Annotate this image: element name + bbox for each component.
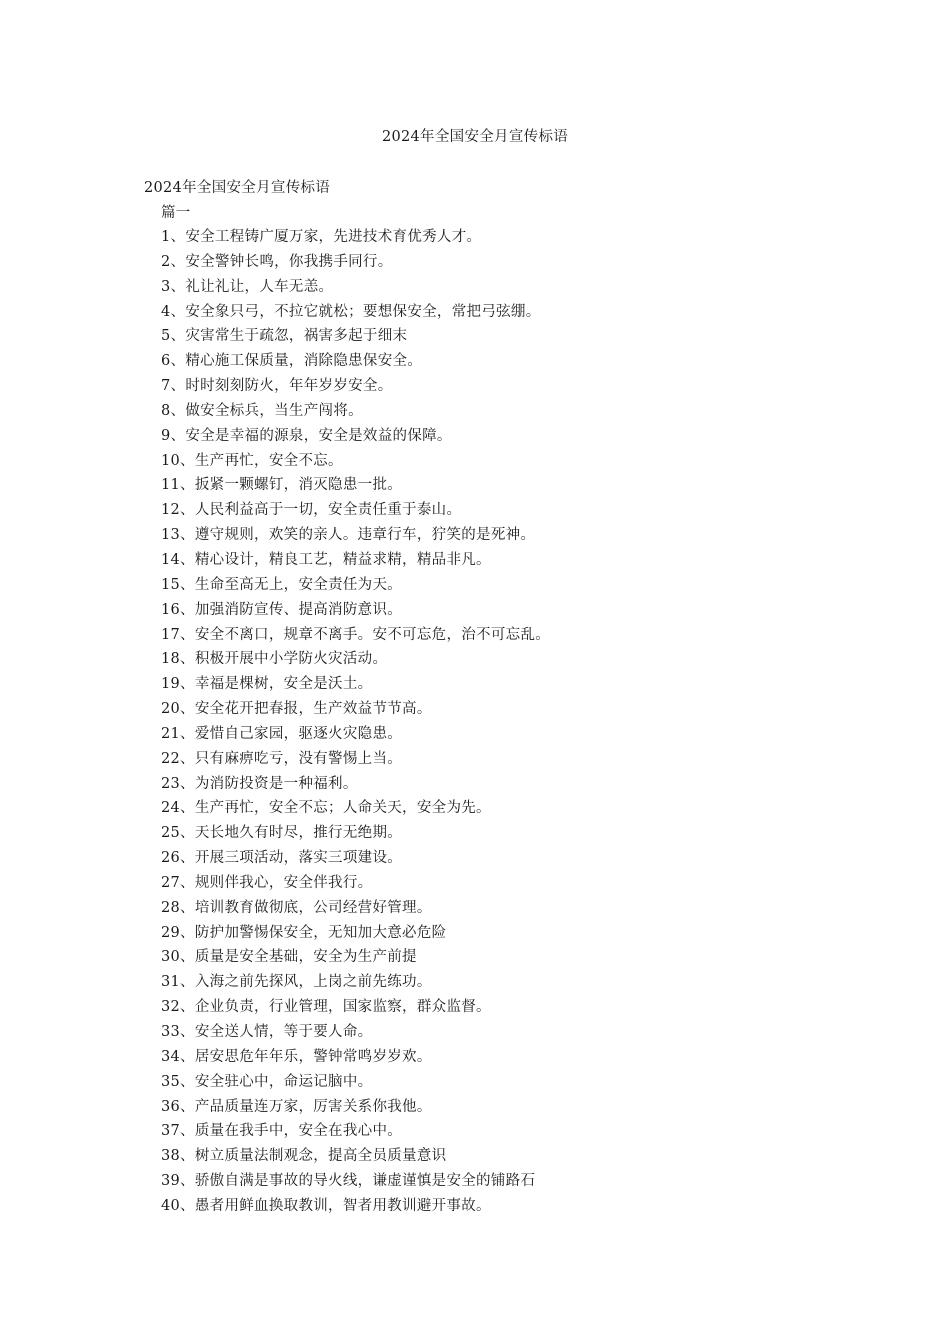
slogan-item: 17、安全不离口，规章不离手。安不可忘危，治不可忘乱。 bbox=[161, 626, 551, 643]
slogan-list bbox=[161, 227, 550, 1221]
slogan-item: 1、安全工程铸广厦万家，先进技术育优秀人才。 bbox=[161, 229, 482, 245]
slogan-item: 15、生命至高无上，安全责任为天。 bbox=[161, 576, 403, 593]
slogan-item: 21、爱惜自己家园，驱逐火灾隐患。 bbox=[161, 725, 403, 742]
slogan-item: 32、企业负责，行业管理，国家监察，群众监督。 bbox=[161, 999, 491, 1016]
slogan-item: 7、时时刻刻防火，年年岁岁安全。 bbox=[161, 378, 393, 395]
slogan-item: 14、精心设计，精良工艺，精益求精，精品非凡。 bbox=[161, 551, 491, 568]
slogan-item: 12、人民利益高于一切，安全责任重于泰山。 bbox=[161, 502, 462, 519]
slogan-item: 25、天长地久有时尽，推行无绝期。 bbox=[161, 825, 403, 842]
slogan-item: 5、灾害常生于疏忽，祸害多起于细末 bbox=[161, 328, 408, 345]
slogan-item: 6、精心施工保质量，消除隐患保安全。 bbox=[161, 353, 423, 370]
slogan-item: 39、骄傲自满是事故的导火线，谦虚谨慎是安全的铺路石 bbox=[161, 1173, 536, 1190]
slogan-item: 26、开展三项活动，落实三项建设。 bbox=[161, 850, 403, 867]
slogan-item: 3、礼让礼让，人车无恙。 bbox=[161, 278, 334, 295]
slogan-item: 37、质量在我手中，安全在我心中。 bbox=[161, 1123, 403, 1140]
slogan-item: 36、产品质量连万家，厉害关系你我他。 bbox=[161, 1098, 432, 1115]
slogan-item: 10、生产再忙，安全不忘。 bbox=[161, 452, 343, 469]
slogan-item: 13、遵守规则，欢笑的亲人。违章行车，狞笑的是死神。 bbox=[161, 527, 536, 544]
slogan-item: 4、安全象只弓，不拉它就松；要想保安全，常把弓弦绷。 bbox=[161, 303, 541, 320]
slogan-item: 38、树立质量法制观念，提高全员质量意识 bbox=[161, 1148, 447, 1165]
section-label: 篇一 bbox=[161, 205, 191, 221]
slogan-item: 40、愚者用鲜血换取教训，智者用教训避开事故。 bbox=[161, 1197, 491, 1214]
slogan-item: 20、安全花开把春报，生产效益节节高。 bbox=[161, 701, 432, 718]
slogan-item: 29、防护加警惕保安全，无知加大意必危险 bbox=[161, 924, 447, 941]
document-title: 2024年全国安全月宣传标语 bbox=[381, 129, 569, 145]
slogan-item: 9、安全是幸福的源泉，安全是效益的保障。 bbox=[161, 427, 452, 444]
slogan-item: 2、安全警钟长鸣，你我携手同行。 bbox=[161, 253, 393, 270]
slogan-item: 18、积极开展中小学防火灾活动。 bbox=[161, 651, 388, 668]
document-heading: 2024年全国安全月宣传标语 bbox=[144, 180, 331, 196]
slogan-item: 31、入海之前先探风，上岗之前先练功。 bbox=[161, 974, 432, 991]
slogan-item: 24、生产再忙，安全不忘；人命关天，安全为先。 bbox=[161, 800, 491, 817]
slogan-item: 8、做安全标兵，当生产闯将。 bbox=[161, 402, 363, 419]
slogan-item: 11、扳紧一颗螺钉，消灭隐患一批。 bbox=[161, 477, 403, 494]
slogan-item: 23、为消防投资是一种福利。 bbox=[161, 775, 358, 792]
slogan-item: 34、居安思危年年乐，警钟常鸣岁岁欢。 bbox=[161, 1048, 432, 1065]
slogan-item: 19、幸福是棵树，安全是沃土。 bbox=[161, 676, 373, 693]
slogan-item: 16、加强消防宣传、提高消防意识。 bbox=[161, 601, 403, 618]
slogan-item: 35、安全驻心中，命运记脑中。 bbox=[161, 1073, 373, 1090]
slogan-item: 28、培训教育做彻底，公司经营好管理。 bbox=[161, 899, 432, 916]
slogan-item: 22、只有麻痹吃亏，没有警惕上当。 bbox=[161, 750, 403, 767]
slogan-item: 30、质量是安全基础，安全为生产前提 bbox=[161, 949, 417, 966]
slogan-item: 33、安全送人情，等于要人命。 bbox=[161, 1024, 373, 1040]
slogan-item: 27、规则伴我心，安全伴我行。 bbox=[161, 874, 373, 891]
